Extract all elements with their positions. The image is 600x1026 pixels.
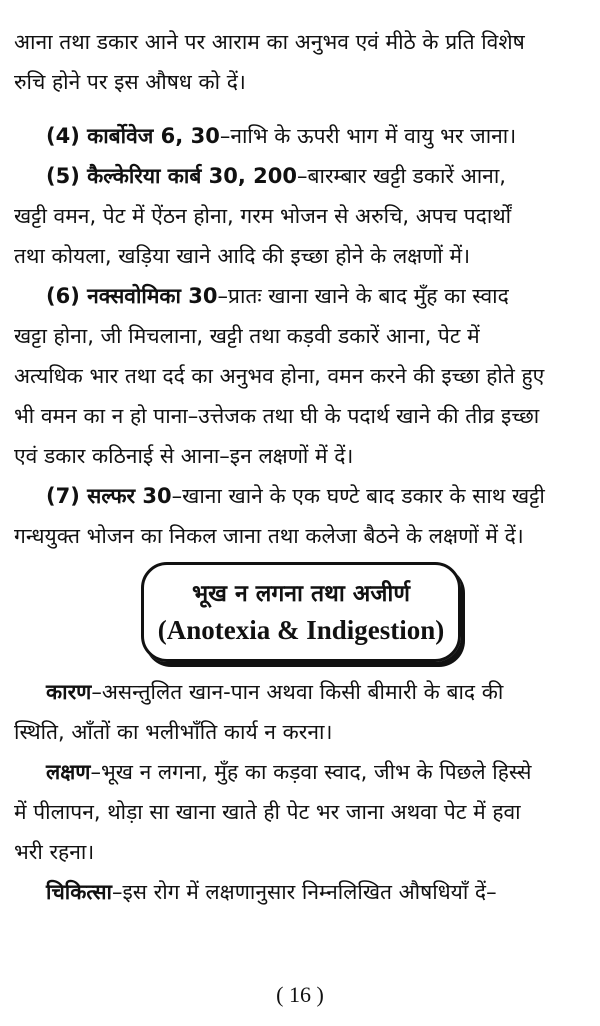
symptoms-paragraph <box>14 752 588 872</box>
remedy-heading: (6) नक्सवोमिका 30 <box>46 284 218 308</box>
text-line: आना तथा डकार आने पर आराम का अनुभव एवं मीठे के प्रति विशेष <box>14 30 525 54</box>
text-line: खट्टा होना, जी मिचलाना, खट्टी तथा कड़वी डकारें आना, पेट में <box>14 324 480 348</box>
symptoms-label: लक्षण <box>46 760 91 784</box>
text-line: अत्यधिक भार तथा दर्द का अनुभव होना, वमन करने की इच्छा होते हुए <box>14 364 545 388</box>
remedy-heading: (5) कैल्केरिया कार्ब 30, 200 <box>46 164 298 188</box>
text-line: –बारम्बार खट्टी डकारें आना, <box>297 164 506 188</box>
text-line: खट्टी वमन, पेट में ऐंठन होना, गरम भोजन से अरुचि, अपच पदार्थों <box>14 204 512 228</box>
text-line: –प्रातः खाना खाने के बाद मुँह का स्वाद <box>217 284 509 308</box>
page-number: ( 16 ) <box>276 982 324 1007</box>
text-line: में पीलापन, थोड़ा सा खाना खाते ही पेट भर जाना अथवा पेट में हवा <box>14 800 521 824</box>
remedy-heading: (7) सल्फर 30 <box>46 484 172 508</box>
cause-paragraph <box>14 672 588 752</box>
remedy-heading: (4) कार्बोवेज 6, 30 <box>46 124 220 148</box>
text-line: –खाना खाने के एक घण्टे बाद डकार के साथ खट्टी <box>171 484 545 508</box>
section-title-hindi: भूख न लगना तथा अजीर्ण <box>191 581 411 607</box>
paragraph-intro <box>14 22 588 102</box>
treatment-label: चिकित्सा <box>46 880 112 904</box>
section-title-box <box>141 562 461 662</box>
text-line: तथा कोयला, खड़िया खाने आदि की इच्छा होने के लक्षणों में। <box>14 244 471 268</box>
page-body <box>14 22 588 912</box>
cause-label: कारण <box>46 680 92 704</box>
text-line: भरी रहना। <box>14 840 95 864</box>
section-title-english: (Anotexia & Indigestion) <box>157 615 445 645</box>
text-line: भी वमन का न हो पाना–उत्तेजक तथा घी के पदार्थ खाने की तीव्र इच्छा <box>14 404 540 428</box>
text-line: –इस रोग में लक्षणानुसार निम्नलिखित औषधियाँ दें– <box>111 880 497 904</box>
text-line: रुचि होने पर इस औषध को दें। <box>14 70 246 94</box>
text-line: –नाभि के ऊपरी भाग में वायु भर जाना। <box>219 124 517 148</box>
text-line: –असन्तुलित खान-पान अथवा किसी बीमारी के बाद की <box>91 680 504 704</box>
text-line: गन्धयुक्त भोजन का निकल जाना तथा कलेजा बैठने के लक्षणों में दें। <box>14 524 524 548</box>
text-line: –भूख न लगना, मुँह का कड़वा स्वाद, जीभ के पिछले हिस्से <box>90 760 532 784</box>
treatment-paragraph <box>14 872 588 912</box>
remedy-4 <box>14 116 588 156</box>
remedy-7 <box>14 476 588 556</box>
remedy-5 <box>14 156 588 276</box>
text-line: स्थिति, आँतों का भलीभाँति कार्य न करना। <box>14 720 333 744</box>
text-line: एवं डकार कठिनाई से आना–इन लक्षणों में दें। <box>14 444 354 468</box>
remedy-6 <box>14 276 588 476</box>
